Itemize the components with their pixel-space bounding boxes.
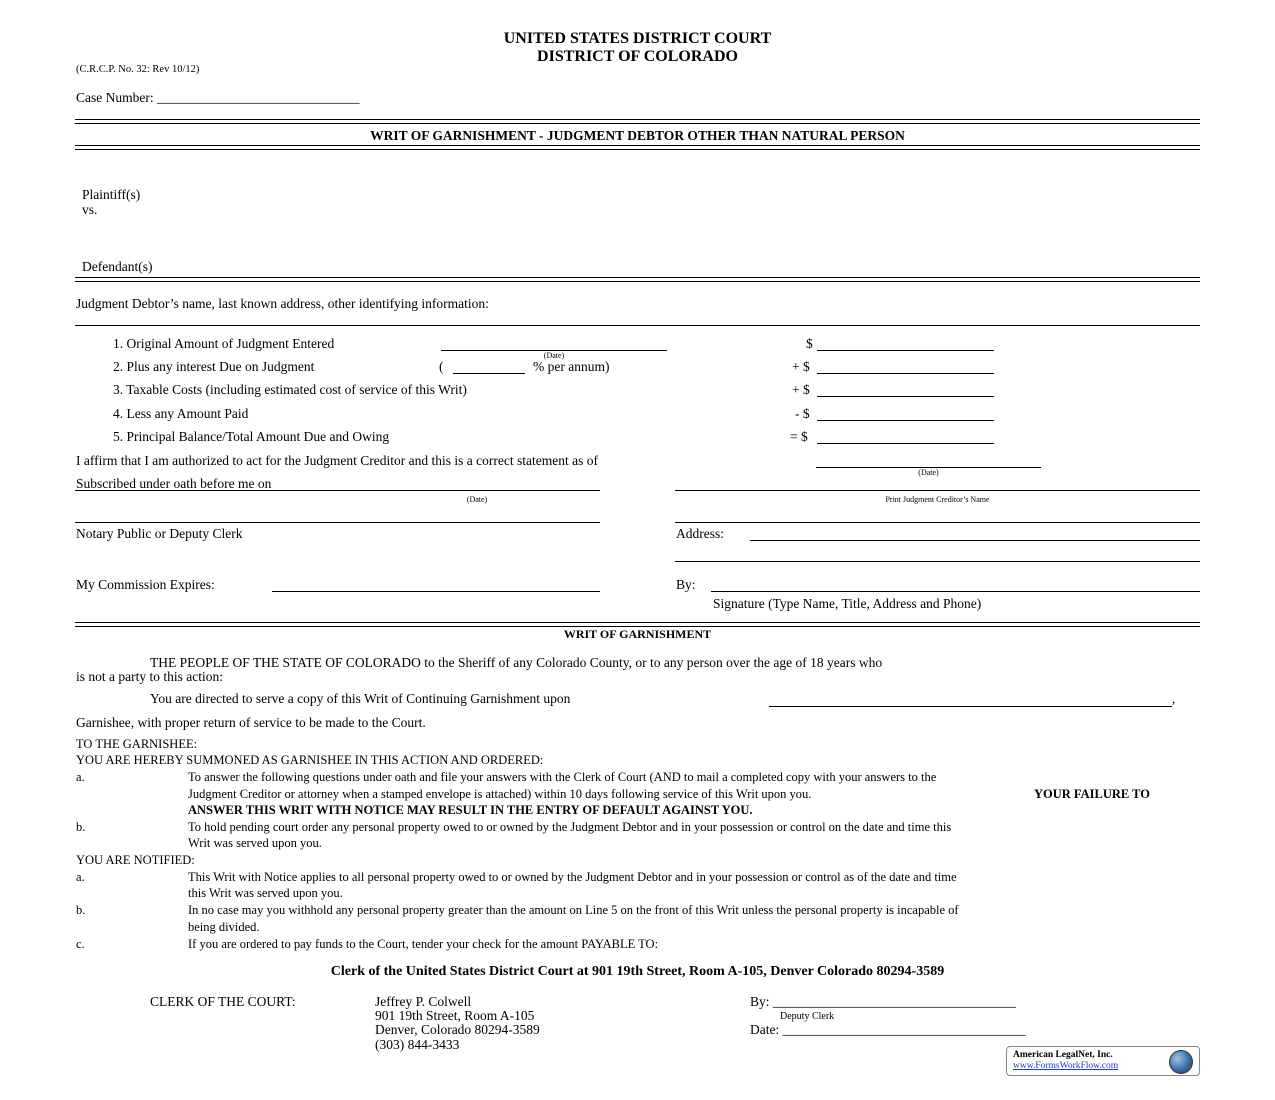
item-a-line-2: Judgment Creditor or attorney when a stamped envelope is attached) within 10 days following service of this Writ upon you. <box>188 787 812 801</box>
amount-2-symbol: + $ <box>792 359 810 374</box>
amount-line-1-label: 1. Original Amount of Judgment Entered <box>113 336 335 351</box>
vs-label: vs. <box>82 202 98 217</box>
interest-rate-label: % per annum) <box>533 359 610 374</box>
divider-top <box>75 119 1200 124</box>
notice-a-letter: a. <box>76 870 85 884</box>
garnishee-name-field[interactable] <box>769 706 1172 707</box>
clerk-label: CLERK OF THE COURT: <box>150 994 296 1009</box>
to-garnishee-heading: TO THE GARNISHEE: <box>76 737 198 751</box>
amount-1-field[interactable] <box>817 350 994 351</box>
notice-c-line-1: If you are ordered to pay funds to the Court, tender your check for the amount PAYABLE TO: <box>188 937 659 951</box>
plaintiff-label: Plaintiff(s) <box>82 187 141 202</box>
amount-5-symbol: = $ <box>790 429 808 444</box>
globe-icon <box>1169 1050 1193 1074</box>
footer-badge <box>1006 1046 1200 1076</box>
notary-signature-field[interactable] <box>75 522 600 523</box>
amount-4-field[interactable] <box>817 420 994 421</box>
footer-url-link[interactable]: www.FormsWorkFlow.com <box>1013 1061 1119 1071</box>
clerk-street: 901 19th Street, Room A-105 <box>375 1008 535 1023</box>
notice-a-line-2: this Writ was served upon you. <box>188 886 343 900</box>
item-b-letter: b. <box>76 820 86 834</box>
case-number-field[interactable]: Case Number: ______________________________ <box>76 90 360 105</box>
address-field-2[interactable] <box>675 561 1200 562</box>
summoned-heading: YOU ARE HEREBY SUMMONED AS GARNISHEE IN THIS ACTION AND ORDERED: <box>76 753 544 767</box>
people-line-1: THE PEOPLE OF THE STATE OF COLORADO to the Sheriff of any Colorado County, or to any person over the age of 18 years who <box>150 655 883 670</box>
item-a-warning: ANSWER THIS WRIT WITH NOTICE MAY RESULT IN THE ENTRY OF DEFAULT AGAINST YOU. <box>188 803 753 817</box>
clerk-phone: (303) 844-3433 <box>375 1037 460 1052</box>
item-a-warning-start: YOUR FAILURE TO <box>1034 787 1150 801</box>
deputy-by-field[interactable]: By: ____________________________________ <box>750 994 1016 1009</box>
payable-to-text: Clerk of the United States District Court at 901 19th Street, Room A-105, Denver Colorado 80294-3589 <box>330 964 945 979</box>
amount-2-field[interactable] <box>817 373 994 374</box>
notified-heading: YOU ARE NOTIFIED: <box>76 853 195 867</box>
creditor-signature-line[interactable] <box>675 522 1200 523</box>
commission-label: My Commission Expires: <box>76 577 215 592</box>
amount-5-field[interactable] <box>817 443 994 444</box>
footer-company: American LegalNet, Inc. <box>1013 1050 1113 1060</box>
deputy-date-field[interactable]: Date: ____________________________________ <box>750 1022 1026 1037</box>
creditor-name-caption: Print Judgment Creditor’s Name <box>885 495 990 504</box>
notice-b-line-1: In no case may you withhold any personal property greater than the amount on Line 5 on the front of this Writ unless the personal property is incapable of <box>188 903 959 917</box>
form-number: (C.R.C.P. No. 32: Rev 10/12) <box>76 64 200 75</box>
subscribed-date-caption: (Date) <box>466 495 488 504</box>
defendant-label: Defendant(s) <box>82 259 153 274</box>
notice-a-line-1: This Writ with Notice applies to all personal property owed to or owned by the Judgment Debtor and in your possession or control as of the date and time <box>188 870 957 884</box>
form-title: WRIT OF GARNISHMENT - JUDGMENT DEBTOR OTHER THAN NATURAL PERSON <box>370 128 905 143</box>
address-field-1[interactable] <box>750 540 1200 541</box>
divider-parties <box>75 277 1200 282</box>
item-b-line-2: Writ was served upon you. <box>188 836 322 850</box>
amount-line-4-label: 4. Less any Amount Paid <box>113 406 249 421</box>
subscribed-date-field[interactable] <box>75 490 600 491</box>
garnishee-comma: , <box>1172 691 1176 706</box>
signature-caption: Signature (Type Name, Title, Address and Phone) <box>713 596 982 611</box>
notice-b-letter: b. <box>76 903 86 917</box>
by-signature-field[interactable] <box>711 591 1200 592</box>
amount-line-5-label: 5. Principal Balance/Total Amount Due and Owing <box>113 429 390 444</box>
judgment-debtor-line[interactable] <box>75 325 1200 326</box>
notary-label: Notary Public or Deputy Clerk <box>76 526 243 541</box>
commission-field[interactable] <box>272 591 600 592</box>
item-a-line-1: To answer the following questions under oath and file your answers with the Clerk of Court (AND to mail a completed copy with your answers to the <box>188 770 937 784</box>
court-title: UNITED STATES DISTRICT COURT <box>503 30 772 47</box>
amount-line-2-label: 2. Plus any interest Due on Judgment <box>113 359 315 374</box>
people-line-2: is not a party to this action: <box>76 669 223 684</box>
interest-open-paren: ( <box>439 359 444 374</box>
notice-c-letter: c. <box>76 937 85 951</box>
divider-title <box>75 145 1200 150</box>
amount-3-field[interactable] <box>817 396 994 397</box>
notice-b-line-2: being divided. <box>188 920 260 934</box>
by-label: By: <box>676 577 696 592</box>
amount-3-symbol: + $ <box>792 382 810 397</box>
clerk-name: Jeffrey P. Colwell <box>375 994 472 1009</box>
judgment-date-caption: (Date) <box>543 351 565 360</box>
district-title: DISTRICT OF COLORADO <box>537 48 738 65</box>
subscribed-label: Subscribed under oath before me on <box>76 476 272 491</box>
judgment-debtor-label: Judgment Debtor’s name, last known address, other identifying information: <box>76 296 489 311</box>
amount-line-3-label: 3. Taxable Costs (including estimated cost of service of this Writ) <box>113 382 467 397</box>
deputy-clerk-caption: Deputy Clerk <box>780 1011 835 1022</box>
garnishee-return-text: Garnishee, with proper return of service to be made to the Court. <box>76 715 426 730</box>
amount-1-symbol: $ <box>806 336 813 351</box>
item-b-line-1: To hold pending court order any personal property owed to or owned by the Judgment Debtor and in your possession or control on the date and time this <box>188 820 952 834</box>
amount-4-symbol: - $ <box>795 406 810 421</box>
directed-text: You are directed to serve a copy of this Writ of Continuing Garnishment upon <box>150 691 571 706</box>
creditor-name-field[interactable] <box>675 490 1200 491</box>
item-a-letter: a. <box>76 770 85 784</box>
affirm-date-caption: (Date) <box>918 468 939 477</box>
address-label: Address: <box>676 526 724 541</box>
clerk-city: Denver, Colorado 80294-3589 <box>375 1022 540 1037</box>
interest-rate-field[interactable] <box>453 373 525 374</box>
affirm-text: I affirm that I am authorized to act for the Judgment Creditor and this is a correct statement as of <box>76 453 598 468</box>
writ-title: WRIT OF GARNISHMENT <box>563 627 712 641</box>
